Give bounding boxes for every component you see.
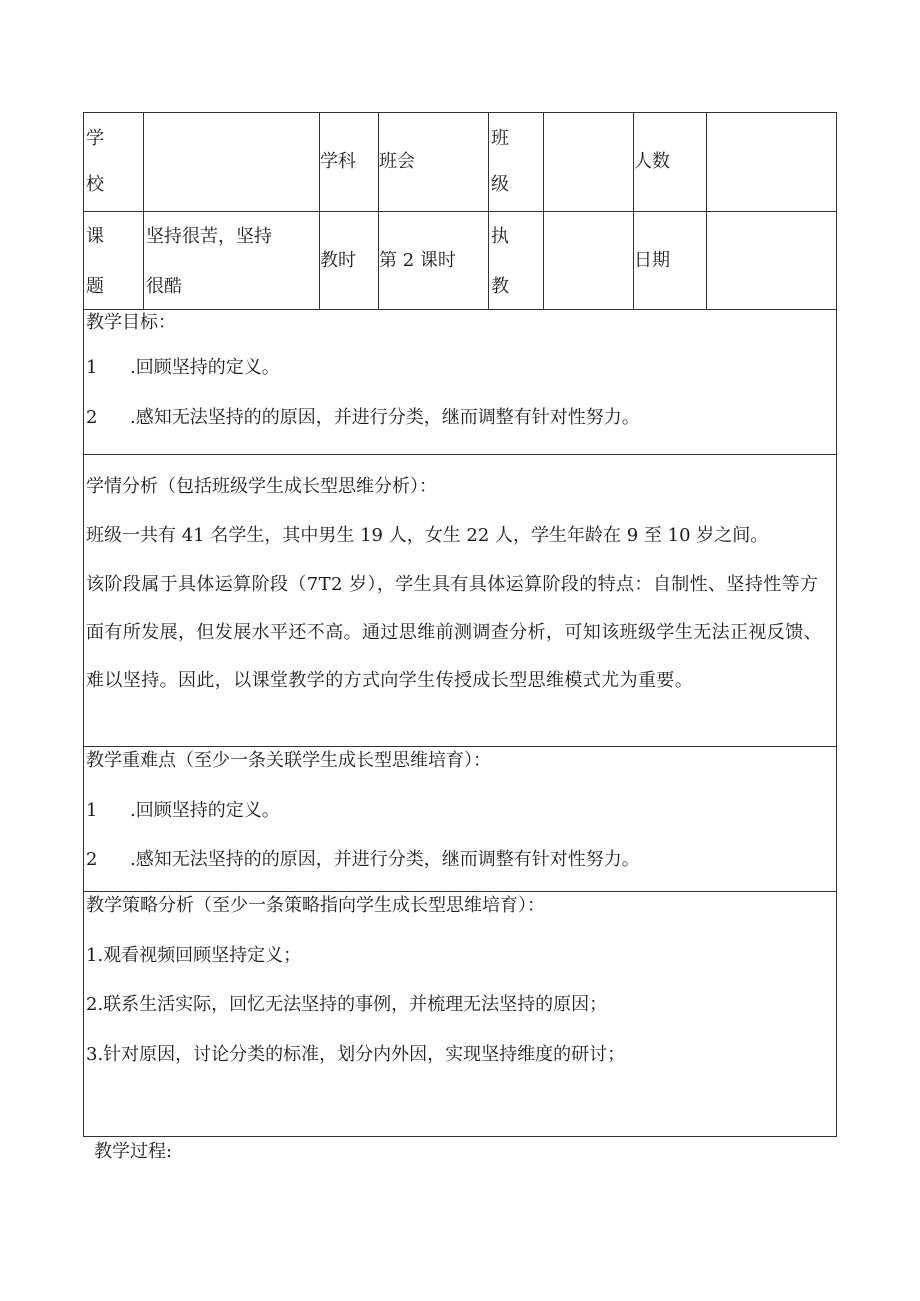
key-point-item-1: 1 .回顾坚持的定义。 xyxy=(86,800,280,821)
analysis-section xyxy=(84,455,837,747)
topic-value-line-1: 坚持很苦，坚持 xyxy=(146,225,272,247)
analysis-paragraph: 该阶段属于具体运算阶段（7T2 岁），学生具有具体运算阶段的特点：自制性、坚持性等方面有所发展，但发展水平还不高。通过思维前测调查分析，可知该班级学生无法正视反馈、难以坚持。因此，以课堂教学的方式向学生传授成长型思维模式尤为重要。 xyxy=(86,574,822,691)
period-label: 教时 xyxy=(320,212,379,310)
school-label-char-2: 校 xyxy=(86,174,104,195)
class-label-char-1: 班 xyxy=(491,128,509,149)
class-value-cell[interactable] xyxy=(544,113,634,212)
objectives-section xyxy=(84,310,837,455)
school-value-cell[interactable] xyxy=(144,113,320,212)
teacher-label-char-2: 教 xyxy=(491,275,509,297)
teacher-label-cell xyxy=(489,212,544,310)
strategy-item-2: 2.联系生活实际，回忆无法坚持的事例，并梳理无法坚持的原因； xyxy=(86,994,608,1015)
strategy-item-1: 1.观看视频回顾坚持定义； xyxy=(86,945,302,966)
objective-item-1: 1 .回顾坚持的定义。 xyxy=(86,357,280,378)
class-label-cell xyxy=(489,113,544,212)
topic-label-cell xyxy=(84,212,144,310)
lesson-plan-table xyxy=(83,112,837,1137)
teacher-value-cell[interactable] xyxy=(544,212,634,310)
class-label-char-2: 级 xyxy=(491,174,509,195)
date-label: 日期 xyxy=(634,212,707,310)
strategy-section xyxy=(84,892,837,1137)
key-point-item-2: 2 .感知无法坚持的的原因，并进行分类，继而调整有针对性努力。 xyxy=(86,849,640,870)
strategy-item-3: 3.针对原因，讨论分类的标准，划分内外因，实现坚持维度的研讨； xyxy=(86,1044,626,1065)
teacher-label-char-1: 执 xyxy=(491,225,509,247)
header-row-2 xyxy=(84,212,837,310)
period-value: 第 2 课时 xyxy=(379,212,489,310)
subject-label: 学科 xyxy=(320,113,379,212)
topic-value-line-2: 很酷 xyxy=(146,275,182,297)
header-row-1 xyxy=(84,113,837,212)
strategy-title: 教学策略分析（至少一条策略指向学生成长型思维培育）： xyxy=(86,895,545,916)
key-points-title: 教学重难点（至少一条关联学生成长型思维培育）： xyxy=(86,750,491,771)
student-count-value[interactable] xyxy=(707,113,837,212)
topic-label-char-1: 课 xyxy=(86,225,104,247)
process-heading: 教学过程: xyxy=(94,1141,173,1162)
topic-label-char-2: 题 xyxy=(86,275,104,297)
objective-item-2: 2 .感知无法坚持的的原因，并进行分类，继而调整有针对性努力。 xyxy=(86,407,640,428)
school-label-char-1: 学 xyxy=(86,128,104,149)
date-value-cell[interactable] xyxy=(707,212,837,310)
school-label-cell xyxy=(84,113,144,212)
objectives-title: 教学目标： xyxy=(86,312,176,333)
student-count-label: 人数 xyxy=(634,113,707,212)
key-points-section xyxy=(84,747,837,892)
subject-value: 班会 xyxy=(379,113,489,212)
analysis-line-1: 班级一共有 41 名学生，其中男生 19 人，女生 22 人，学生年龄在 9 至 10 岁之间。 xyxy=(86,525,769,546)
topic-value-cell xyxy=(144,212,320,310)
analysis-title: 学情分析（包括班级学生成长型思维分析）： xyxy=(86,476,437,497)
